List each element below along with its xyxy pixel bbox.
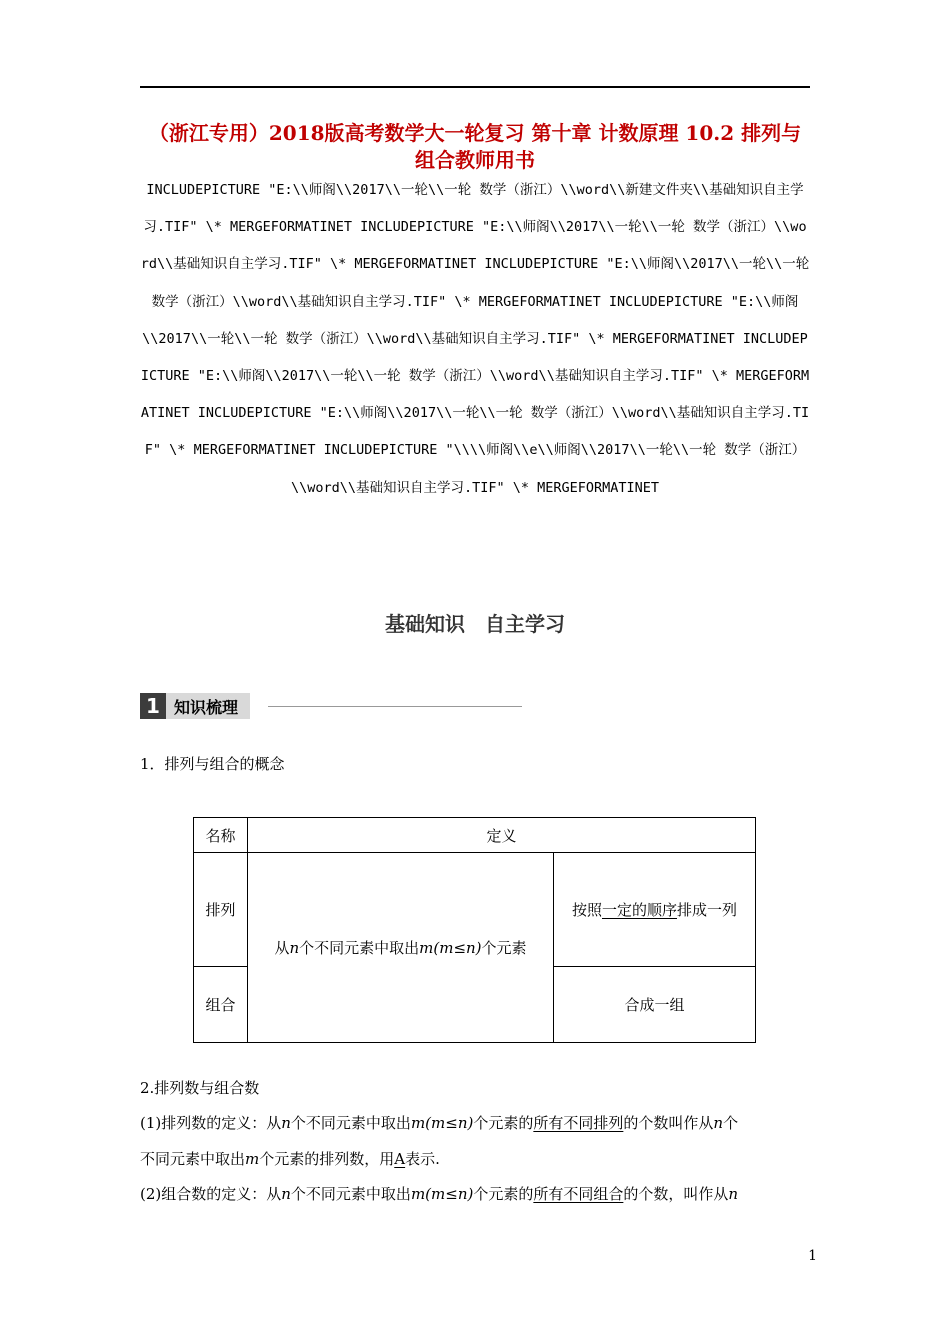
sub-heading-line xyxy=(268,706,522,707)
paragraph-combination-count: (2)组合数的定义：从n个不同元素中取出m(m≤n)个元素的所有不同组合的个数，叫作从n xyxy=(140,1185,739,1203)
table-header-name: 名称 xyxy=(194,818,248,853)
sub-heading xyxy=(140,693,250,719)
row-permutation-definition: 按照一定的顺序排成一列 xyxy=(554,853,756,967)
section-heading: 基础知识 自主学习 xyxy=(385,612,565,636)
sub-heading-label: 知识梳理 xyxy=(166,693,250,719)
document-title: （浙江专用）2018版高考数学大一轮复习 第十章 计数原理 10.2 排列与组合教师用书 xyxy=(148,121,802,172)
paragraph-permutation-count-cont: 不同元素中取出m个元素的排列数，用A表示. xyxy=(140,1150,440,1168)
item-2-heading: 2.排列数与组合数 xyxy=(140,1079,260,1097)
include-picture-field: INCLUDEPICTURE "E:\\师阁\\2017\\一轮\\一轮 数学（浙江）\\word\\新建文件夹\\基础知识自主学习.TIF" \* MERGEFORMATINET INCLUDEPICTURE "E:\\师阁\\2017\\一轮\\一轮 数学（浙江）\\word\\基础知识自主学习.TIF" \* MERGEFORMATINET INCLUDEPICTURE "E:\\师阁\\2017\\一轮\\一轮 数学（浙江）\\word\\基础知识自主学习.TIF" \* MERGEFORMATINET INCLUDEPICTURE "E:\\师阁\\2017\\一轮\\一轮 数学（浙江）\\word\\基础知识自主学习.TIF" \* MERGEFORMATINET INCLUDEPICTURE "E:\\师阁\\2017\\一轮\\一轮 数学（浙江）\\word\\基础知识自主学习.TIF" \* MERGEFORMATINET INCLUDEPICTURE "E:\\师阁\\2017\\一轮\\一轮 数学（浙江）\\word\\基础知识自主学习.TIF" \* MERGEFORMATINET INCLUDEPICTURE "\\\\师阁\\e\\师阁\\2017\\一轮\\一轮 数学（浙江）\\word\\基础知识自主学习.TIF" \* MERGEFORMATINET xyxy=(140,182,810,496)
item-1-heading: 1．排列与组合的概念 xyxy=(140,755,285,773)
row-permutation-name: 排列 xyxy=(194,853,248,967)
shared-definition: 从n个不同元素中取出m(m≤n)个元素 xyxy=(248,853,554,1043)
row-combination-definition: 合成一组 xyxy=(554,967,756,1043)
header-rule xyxy=(140,86,810,88)
page-number: 1 xyxy=(808,1248,817,1264)
sub-heading-number: 1 xyxy=(140,693,166,719)
concept-table xyxy=(193,817,756,1043)
paragraph-permutation-count: (1)排列数的定义：从n个不同元素中取出m(m≤n)个元素的所有不同排列的个数叫作从n个 xyxy=(140,1114,739,1132)
row-combination-name: 组合 xyxy=(194,967,248,1043)
table-header-definition: 定义 xyxy=(248,818,756,853)
